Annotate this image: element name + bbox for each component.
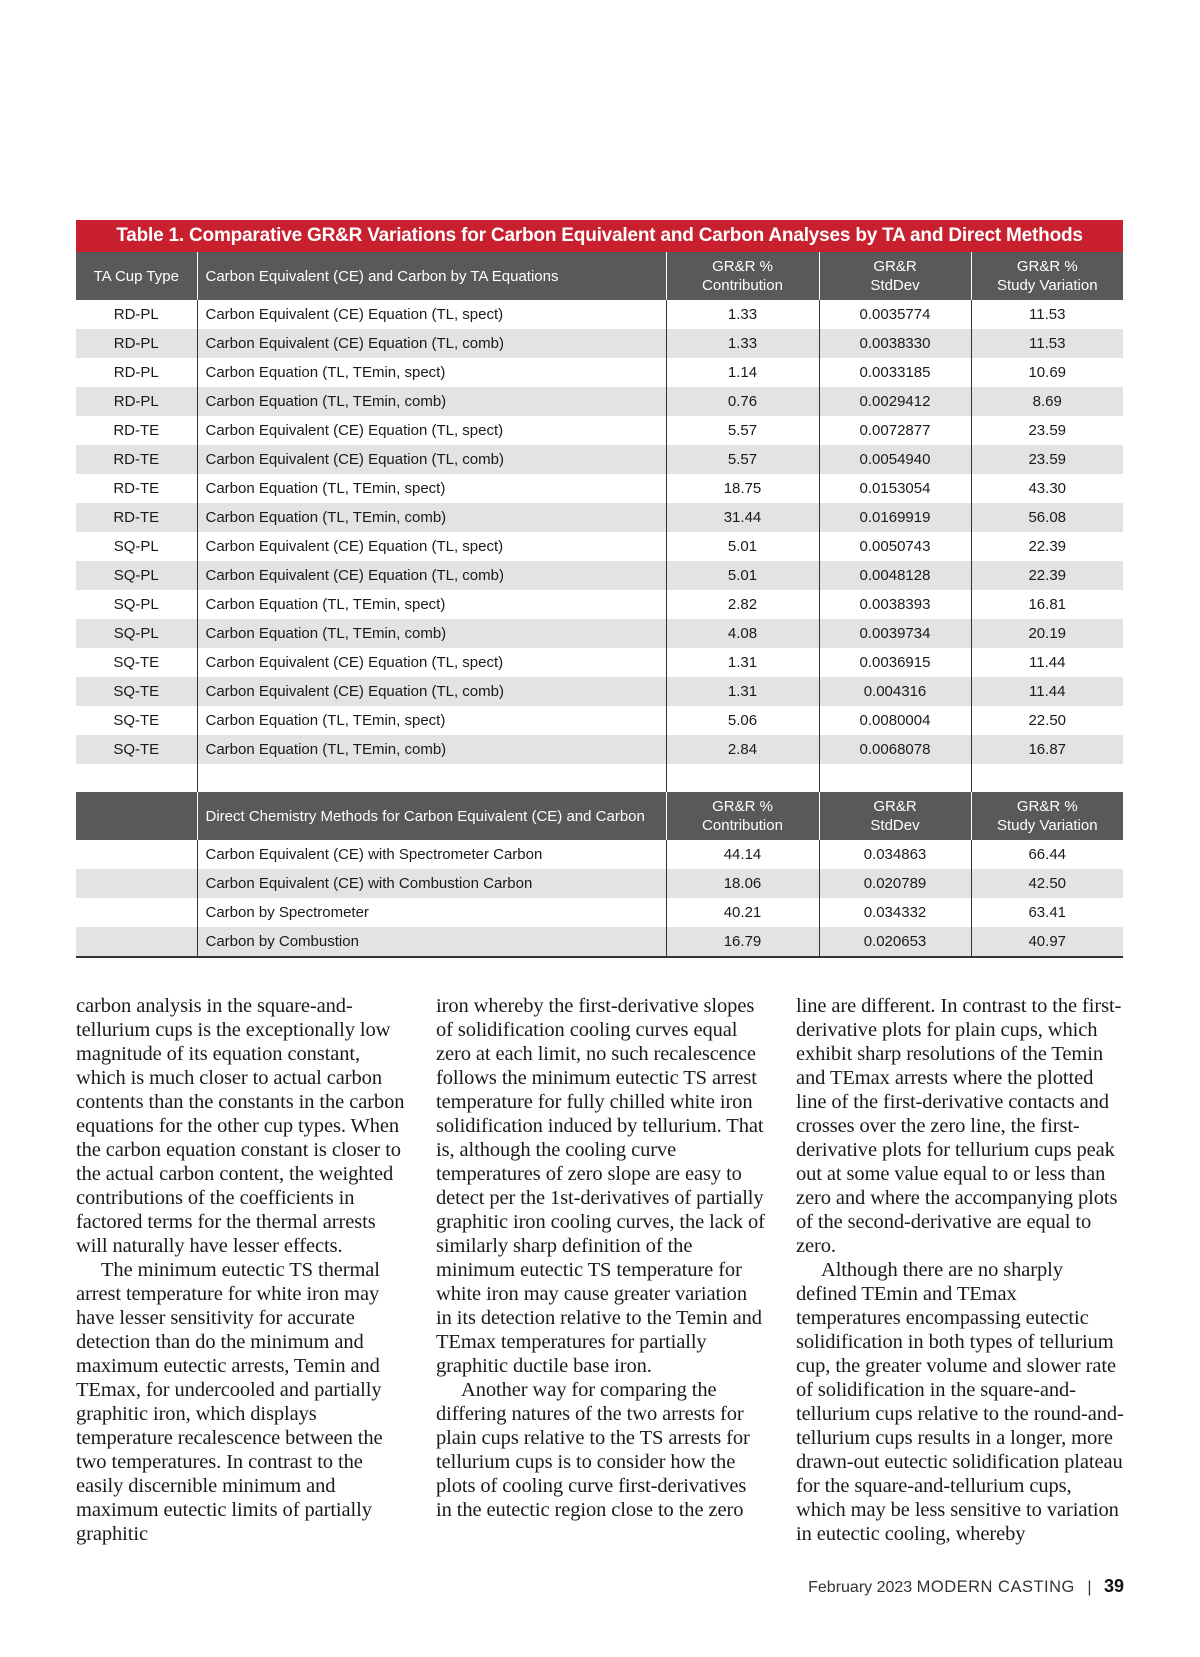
table-row: [76, 590, 1123, 619]
cup-type-cell: RD-TE: [76, 445, 197, 474]
table-row: [76, 474, 1123, 503]
direct-table-row: [76, 840, 1123, 869]
contribution-cell: 1.33: [666, 300, 819, 329]
stddev-cell: 0.0038393: [819, 590, 971, 619]
variation-cell: 40.97: [971, 927, 1123, 957]
direct-header-stddev: GR&R StdDev: [819, 792, 971, 840]
variation-cell: 11.44: [971, 677, 1123, 706]
paragraph: iron whereby the first-derivative slopes of solidification cooling curves equal zero at each limit, no such recalescence follows the minimum eutectic TS arrest temperature for fully chilled white iron solidification induced by tellurium. That is, although the cooling curve temperatures of zero slope are easy to detect per the 1st-derivatives of partially graphitic iron cooling curves, the lack of similarly sharp definition of the minimum eutectic TS temperature for white iron may cause greater variation in its detection relative to the Temin and TEmax temperatures for partially graphitic ductile base iron.: [436, 995, 765, 1377]
table-row: [76, 416, 1123, 445]
contribution-cell: 2.84: [666, 735, 819, 764]
blank-cell: [76, 840, 197, 869]
variation-cell: 11.53: [971, 329, 1123, 358]
variation-cell: 22.39: [971, 532, 1123, 561]
method-cell: Carbon by Combustion: [197, 927, 666, 957]
method-cell: Carbon by Spectrometer: [197, 898, 666, 927]
variation-cell: 16.81: [971, 590, 1123, 619]
blank-cell: [76, 898, 197, 927]
paragraph: Although there are no sharply defined TEmin and TEmax temperatures encompassing eutectic solidification in both types of tellurium cup, the greater volume and slower rate of solidification in the square-and-tellurium cups relative to the round-and-tellurium cups results in a longer, more drawn-out eutectic solidification plateau for the square-and-tellurium cups, which may be less sensitive to variation in eutectic cooling, whereby: [796, 1259, 1124, 1545]
blank-cell: [76, 927, 197, 957]
equation-cell: Carbon Equation (TL, TEmin, comb): [197, 619, 666, 648]
data-table: [76, 252, 1123, 958]
variation-cell: 11.53: [971, 300, 1123, 329]
cup-type-cell: SQ-TE: [76, 677, 197, 706]
cup-type-cell: SQ-TE: [76, 735, 197, 764]
variation-cell: 22.50: [971, 706, 1123, 735]
body-column-1: [76, 994, 406, 1546]
direct-header-row: [76, 792, 1123, 840]
contribution-cell: 2.82: [666, 590, 819, 619]
table-row: [76, 619, 1123, 648]
stddev-cell: 0.034863: [819, 840, 971, 869]
stddev-cell: 0.034332: [819, 898, 971, 927]
page-number: 39: [1103, 1576, 1124, 1596]
variation-cell: 63.41: [971, 898, 1123, 927]
contribution-cell: 16.79: [666, 927, 819, 957]
contribution-cell: 1.14: [666, 358, 819, 387]
cup-type-cell: RD-PL: [113, 306, 159, 323]
contribution-cell: 5.01: [666, 532, 819, 561]
variation-cell: 42.50: [971, 869, 1123, 898]
contribution-cell: 4.08: [666, 619, 819, 648]
method-cell: Carbon Equivalent (CE) with Spectrometer Carbon: [197, 840, 666, 869]
method-cell: Carbon Equivalent (CE) with Combustion Carbon: [197, 869, 666, 898]
footer-date: February 2023: [808, 1579, 913, 1596]
variation-cell: 43.30: [971, 474, 1123, 503]
ta-rows: [76, 300, 1123, 764]
cup-type-cell: SQ-PL: [76, 619, 197, 648]
table-row: [76, 387, 1123, 416]
equation-cell: Carbon Equivalent (CE) Equation (TL, spect): [197, 532, 666, 561]
body-column-2: [436, 994, 766, 1546]
equation-cell: Carbon Equivalent (CE) Equation (TL, spect): [197, 300, 666, 329]
spacer-row: [76, 764, 1123, 792]
table-row: [76, 677, 1123, 706]
variation-cell: 16.87: [971, 735, 1123, 764]
variation-cell: 56.08: [971, 503, 1123, 532]
cup-type-cell: SQ-PL: [113, 538, 159, 555]
stddev-cell: 0.0033185: [819, 358, 971, 387]
equation-cell: Carbon Equation (TL, TEmin, spect): [197, 358, 666, 387]
equation-cell: Carbon Equation (TL, TEmin, comb): [197, 735, 666, 764]
table-row: [76, 358, 1123, 387]
variation-cell: 23.59: [971, 416, 1123, 445]
header-contribution: GR&R % Contribution: [666, 252, 819, 300]
variation-cell: 10.69: [971, 358, 1123, 387]
stddev-cell: 0.0072877: [819, 416, 971, 445]
cup-type-cell: RD-TE: [76, 503, 197, 532]
direct-header-study-variation: GR&R % Study Variation: [971, 792, 1123, 840]
contribution-cell: 31.44: [666, 503, 819, 532]
contribution-cell: 1.31: [666, 648, 819, 677]
blank-cell: [76, 869, 197, 898]
stddev-cell: 0.0169919: [819, 503, 971, 532]
contribution-cell: 18.75: [666, 474, 819, 503]
table-row: [76, 735, 1123, 764]
table-title: Table 1. Comparative GR&R Variations for Carbon Equivalent and Carbon Analyses by TA and Direct Methods: [76, 220, 1123, 252]
contribution-cell: 18.06: [666, 869, 819, 898]
contribution-cell: 1.31: [666, 677, 819, 706]
header-direct-methods: Direct Chemistry Methods for Carbon Equivalent (CE) and Carbon: [197, 792, 666, 840]
contribution-cell: 5.57: [666, 416, 819, 445]
cup-type-cell: SQ-TE: [113, 654, 160, 671]
stddev-cell: 0.0068078: [819, 735, 971, 764]
contribution-cell: 5.57: [666, 445, 819, 474]
table-row: [76, 445, 1123, 474]
variation-cell: 11.44: [971, 648, 1123, 677]
table-header-row: [76, 252, 1123, 300]
page-footer: [808, 1576, 1124, 1597]
table-row: [76, 561, 1123, 590]
variation-cell: 22.39: [971, 561, 1123, 590]
direct-table-row: [76, 927, 1123, 957]
table-row: [76, 503, 1123, 532]
paragraph: Another way for comparing the differing natures of the two arrests for plain cups relative to the TS arrests for tellurium cups is to consider how the plots of cooling curve first-derivatives in the eutectic region close to the zero: [436, 1379, 750, 1521]
paragraph: The minimum eutectic TS thermal arrest temperature for white iron may have lesser sensitivity for accurate detection than do the minimum and maximum eutectic arrests, Temin and TEmax, for undercooled and partially graphitic iron, which displays temperature recalescence between the two temperatures. In contrast to the easily discernible minimum and maximum eutectic limits of partially graphitic: [76, 1259, 383, 1545]
stddev-cell: 0.0029412: [819, 387, 971, 416]
paragraph: carbon analysis in the square-and-tellurium cups is the exceptionally low magnitude of its equation constant, which is much closer to actual carbon contents than the constants in the carbon equations for the other cup types. When the carbon equation constant is closer to the actual carbon content, the weighted contributions of the coefficients in factored terms for the thermal arrests will naturally have lesser effects.: [76, 995, 405, 1257]
contribution-cell: 44.14: [666, 840, 819, 869]
stddev-cell: 0.004316: [819, 677, 971, 706]
spacer-section: [76, 764, 1123, 840]
direct-header-blank: [76, 792, 197, 840]
equation-cell: Carbon Equation (TL, TEmin, spect): [197, 706, 666, 735]
stddev-cell: 0.020653: [819, 927, 971, 957]
stddev-cell: 0.0050743: [819, 532, 971, 561]
equation-cell: Carbon Equation (TL, TEmin, spect): [197, 474, 666, 503]
header-study-variation: GR&R % Study Variation: [971, 252, 1123, 300]
cup-type-cell: SQ-PL: [76, 561, 197, 590]
equation-cell: Carbon Equivalent (CE) Equation (TL, comb): [197, 329, 666, 358]
variation-cell: 20.19: [971, 619, 1123, 648]
direct-table-row: [76, 869, 1123, 898]
table-row: [76, 300, 1123, 329]
table-row: [76, 532, 1123, 561]
contribution-cell: 5.01: [666, 561, 819, 590]
cup-type-cell: RD-TE: [113, 422, 160, 439]
table-row: [76, 329, 1123, 358]
equation-cell: Carbon Equation (TL, TEmin, comb): [197, 387, 666, 416]
stddev-cell: 0.0035774: [819, 300, 971, 329]
direct-table-row: [76, 898, 1123, 927]
header-cup-type: TA Cup Type: [76, 252, 197, 300]
footer-magazine: MODERN CASTING: [916, 1578, 1075, 1596]
cup-type-cell: RD-TE: [113, 480, 160, 497]
variation-cell: 8.69: [971, 387, 1123, 416]
table-row: [76, 648, 1123, 677]
equation-cell: Carbon Equivalent (CE) Equation (TL, comb): [197, 445, 666, 474]
stddev-cell: 0.0048128: [819, 561, 971, 590]
equation-cell: Carbon Equivalent (CE) Equation (TL, spect): [197, 416, 666, 445]
footer-separator: |: [1087, 1579, 1092, 1596]
stddev-cell: 0.0080004: [819, 706, 971, 735]
direct-rows: [76, 840, 1123, 957]
cup-type-cell: SQ-TE: [113, 712, 160, 729]
stddev-cell: 0.0038330: [819, 329, 971, 358]
equation-cell: Carbon Equivalent (CE) Equation (TL, comb): [197, 677, 666, 706]
stddev-cell: 0.020789: [819, 869, 971, 898]
header-stddev: GR&R StdDev: [819, 252, 971, 300]
cup-type-cell: RD-PL: [113, 364, 159, 381]
stddev-cell: 0.0153054: [819, 474, 971, 503]
cup-type-cell: SQ-PL: [113, 596, 159, 613]
equation-cell: Carbon Equation (TL, TEmin, spect): [197, 590, 666, 619]
contribution-cell: 40.21: [666, 898, 819, 927]
equation-cell: Carbon Equivalent (CE) Equation (TL, spect): [197, 648, 666, 677]
contribution-cell: 1.33: [666, 329, 819, 358]
gr-r-table: [76, 220, 1123, 958]
body-column-3: [796, 994, 1126, 1546]
equation-cell: Carbon Equation (TL, TEmin, comb): [197, 503, 666, 532]
variation-cell: 23.59: [971, 445, 1123, 474]
variation-cell: 66.44: [971, 840, 1123, 869]
stddev-cell: 0.0036915: [819, 648, 971, 677]
direct-header-contribution: GR&R % Contribution: [666, 792, 819, 840]
contribution-cell: 0.76: [666, 387, 819, 416]
stddev-cell: 0.0039734: [819, 619, 971, 648]
header-equations: Carbon Equivalent (CE) and Carbon by TA Equations: [197, 252, 666, 300]
paragraph: line are different. In contrast to the first-derivative plots for plain cups, which exhibit sharp resolutions of the Temin and TEmax arrests where the plotted line of the first-derivative contacts and crosses over the zero line, the first-derivative plots for tellurium cups peak out at some value equal to or less than zero and where the accompanying plots of the second-derivative are equal to zero.: [796, 995, 1122, 1257]
cup-type-cell: RD-PL: [76, 329, 197, 358]
equation-cell: Carbon Equivalent (CE) Equation (TL, comb): [197, 561, 666, 590]
table-row: [76, 706, 1123, 735]
contribution-cell: 5.06: [666, 706, 819, 735]
article-body: [76, 994, 1126, 1546]
cup-type-cell: RD-PL: [76, 387, 197, 416]
stddev-cell: 0.0054940: [819, 445, 971, 474]
